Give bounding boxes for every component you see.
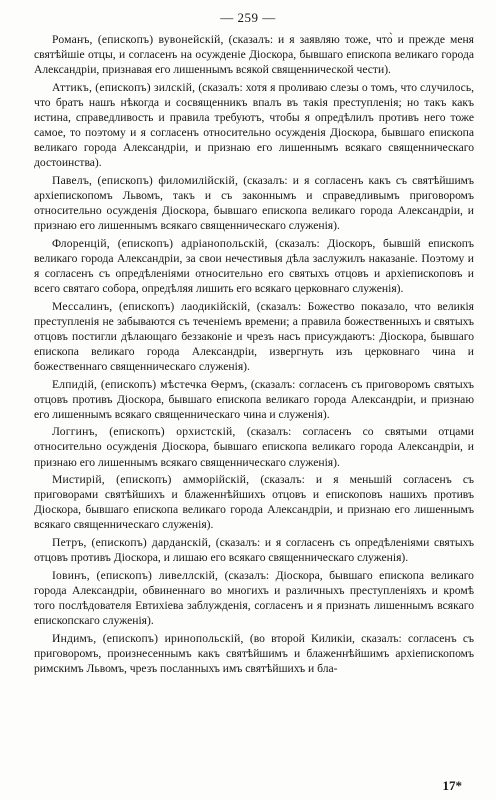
paragraph-text: (сказалъ: Діоскора, бывшаго епископа великаго города Александріи, обвиненнаго во многихъ и различныхъ преступленіяхъ и кромѣ того послѣдователя Евтихіева заблужденія, согласенъ и я признать лишеннымъ всякаго епископскаго служенія). [34, 568, 474, 627]
paragraph-iovin [34, 568, 474, 628]
paragraph-text: (сказалъ: Божество показало, что великія преступленія не забываются съ теченіемъ времени; а правила божественныхъ и святыхъ отцовъ постигли дѣлающаго беззаконіе и чрезъ насъ присуждаютъ: Діоскора, бывшаго епископа великаго города Александріи, извергнуть изъ церковнаго чина и божественнаго священническаго служенія). [34, 299, 475, 373]
paragraph-florentsiy [34, 236, 474, 296]
paragraph-messalin [34, 299, 474, 374]
paragraph-text: (сказалъ: и я заявляю тоже, что̀ и прежде меня святѣйшіе отцы, и согласенъ на осужденіе Діоскора, бывшаго епископа великаго города Александріи, признавая его лишеннымъ всякой священнической чести). [34, 33, 475, 77]
paragraph-lead: Іовинъ, (епископъ) ливеллскій, [52, 568, 219, 582]
paragraph-loggin [34, 424, 474, 469]
paragraph-petr [34, 535, 474, 565]
paragraph-lead: Романъ, (епископъ) вувонейскій, [52, 33, 224, 46]
paragraph-attik [34, 80, 474, 171]
paragraph-lead: Флоренцій, (епископъ) адріанопольскій, [52, 236, 268, 250]
paragraph-text: (сказалъ: Діоскоръ, бывшій епископъ великаго города Александріи, за свои нечестивыя дѣла заслужилъ наказаніе. Поэтому и я согласенъ съ опредѣленіями относительно его святыхъ отцовъ и архіепископовъ и всего святаго собора, опредѣляя лишить его всякаго церковнаго служенія). [34, 236, 474, 295]
paragraph-lead: Елпидій, (епископъ) мѣстечка Ѳермъ, [52, 377, 248, 391]
paragraph-elpidiy [34, 377, 474, 422]
paragraph-pavel [34, 173, 474, 233]
paragraph-roman [34, 32, 474, 77]
paragraph-text: (сказалъ: и я согласенъ съ опредѣленіями святыхъ отцовъ противъ Діоскора, и лишаю его всякаго священническаго служенія). [34, 536, 474, 565]
paragraph-lead: Аттикъ, (епископъ) зилскій, [52, 80, 196, 94]
text-body [34, 32, 474, 678]
paragraph-indim [34, 631, 474, 676]
page-number: — 259 — [220, 10, 276, 25]
paragraph-lead: Логгинъ, (епископъ) орхистскій, [52, 425, 236, 439]
paragraph-lead: Мистирій, (епископъ) амморійскій, [52, 473, 250, 487]
paragraph-text: (во второй Киликіи, сказалъ: согласенъ съ приговоромъ, произнесеннымъ какъ святѣйшимъ и блаженнѣйшимъ архіепископомъ римскимъ Львомъ, чрезъ посланныхъ имъ святѣйшихъ и бла- [34, 631, 474, 675]
paragraph-text: (сказалъ: и я согласенъ какъ съ святѣйшимъ архіепископомъ Львомъ, такъ и съ законнымъ и справедливымъ приговоромъ относительно осужденія Діоскора, бывшаго епископа великаго города Александріи, и признаю его лишеннымъ всякаго священническаго служенія). [34, 173, 475, 233]
paragraph-text: (сказалъ: согласенъ съ приговоромъ святыхъ отцовъ противъ Діоскора, бывшаго епископа великаго города Александріи, и признаю его лишеннымъ всякаго священническаго чина и служенія). [34, 377, 474, 421]
paragraph-text: (сказалъ: согласенъ со святыми отцами относительно осужденія Діоскора, бывшаго епископа великаго города Александріи, и признаю его лишеннымъ всякаго священническаго служенія). [34, 425, 474, 469]
paragraph-text: (сказалъ: хотя я проливаю слезы о томъ, что случилось, что братъ нашъ нѣкогда и сосвященникъ впалъ въ такія преступленія; но такъ какъ истина, справедливость и правила требуютъ, чтобы я опредѣлилъ противъ него тоже самое, то поэтому и я согласенъ относительно осужденія Діоскора, бывшаго епископа великаго города Александріи, и признаю его лишеннымъ всякаго священническаго достоинства). [34, 80, 475, 170]
paragraph-mistiriy [34, 472, 474, 532]
paragraph-text: (сказалъ: и я меньшій согласенъ съ приговорами святѣйшихъ и блаженнѣйшихъ отцовъ и епископовъ нашихъ противъ Діоскора, бывшаго епископа великаго города Александріи, и признаю его лишеннымъ всякаго священническаго служенія). [34, 473, 474, 532]
paragraph-lead: Павелъ, (епископъ) филомилійскій, [52, 173, 239, 187]
paragraph-lead: Индимъ, (епископъ) иринопольскій, [52, 631, 244, 645]
paragraph-lead: Мессалинъ, (епископъ) лаодикійскій, [52, 299, 251, 313]
paragraph-lead: Петръ, (епископъ) дарданскій, [52, 536, 212, 549]
signature-mark: 17* [442, 778, 462, 793]
